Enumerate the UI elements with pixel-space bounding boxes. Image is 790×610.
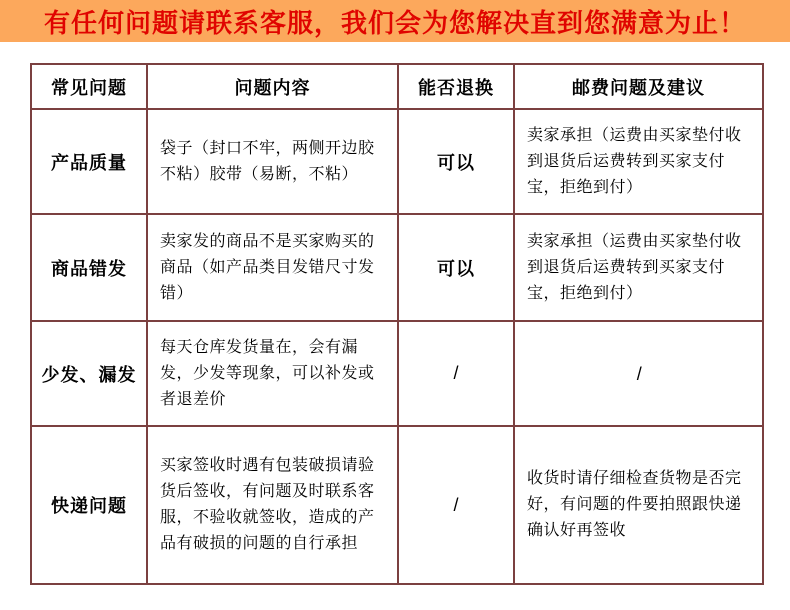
- category-cell: 产品质量: [31, 109, 147, 214]
- returnable-cell: 可以: [398, 214, 514, 321]
- category-cell: 少发、漏发: [31, 321, 147, 426]
- content-cell: 每天仓库发货量在，会有漏发，少发等现象，可以补发或者退差价: [147, 321, 398, 426]
- banner-text: 有任何问题请联系客服，我们会为您解决直到您满意为止！: [43, 7, 746, 38]
- category-cell: 商品错发: [31, 214, 147, 321]
- header-common-questions: 常见问题: [31, 64, 147, 109]
- returnable-cell: /: [398, 426, 514, 584]
- content-cell: 买家签收时遇有包装破损请验货后签收，有问题及时联系客服，不验收就签收，造成的产品有破损的问题的自行承担: [147, 426, 398, 584]
- content-cell: 卖家发的商品不是买家购买的商品（如产品类目发错尺寸发错）: [147, 214, 398, 321]
- table-row: [31, 109, 763, 214]
- postage-cell: /: [514, 321, 763, 426]
- returnable-cell: 可以: [398, 109, 514, 214]
- postage-cell: 卖家承担（运费由买家垫付收到退货后运费转到买家支付宝，拒绝到付）: [514, 109, 763, 214]
- postage-cell: 卖家承担（运费由买家垫付收到退货后运费转到买家支付宝，拒绝到付）: [514, 214, 763, 321]
- top-banner: [0, 0, 790, 42]
- returnable-cell: /: [398, 321, 514, 426]
- category-cell: 快递问题: [31, 426, 147, 584]
- header-postage-advice: 邮费问题及建议: [514, 64, 763, 109]
- postage-cell: 收货时请仔细检查货物是否完好，有问题的件要拍照跟快递确认好再签收: [514, 426, 763, 584]
- table-row: [31, 214, 763, 321]
- table-row: [31, 321, 763, 426]
- header-question-content: 问题内容: [147, 64, 398, 109]
- faq-table: [30, 63, 764, 585]
- table-row: [31, 426, 763, 584]
- header-returnable: 能否退换: [398, 64, 514, 109]
- content-cell: 袋子（封口不牢，两侧开边胶不粘）胶带（易断，不粘）: [147, 109, 398, 214]
- table-header-row: [31, 64, 763, 109]
